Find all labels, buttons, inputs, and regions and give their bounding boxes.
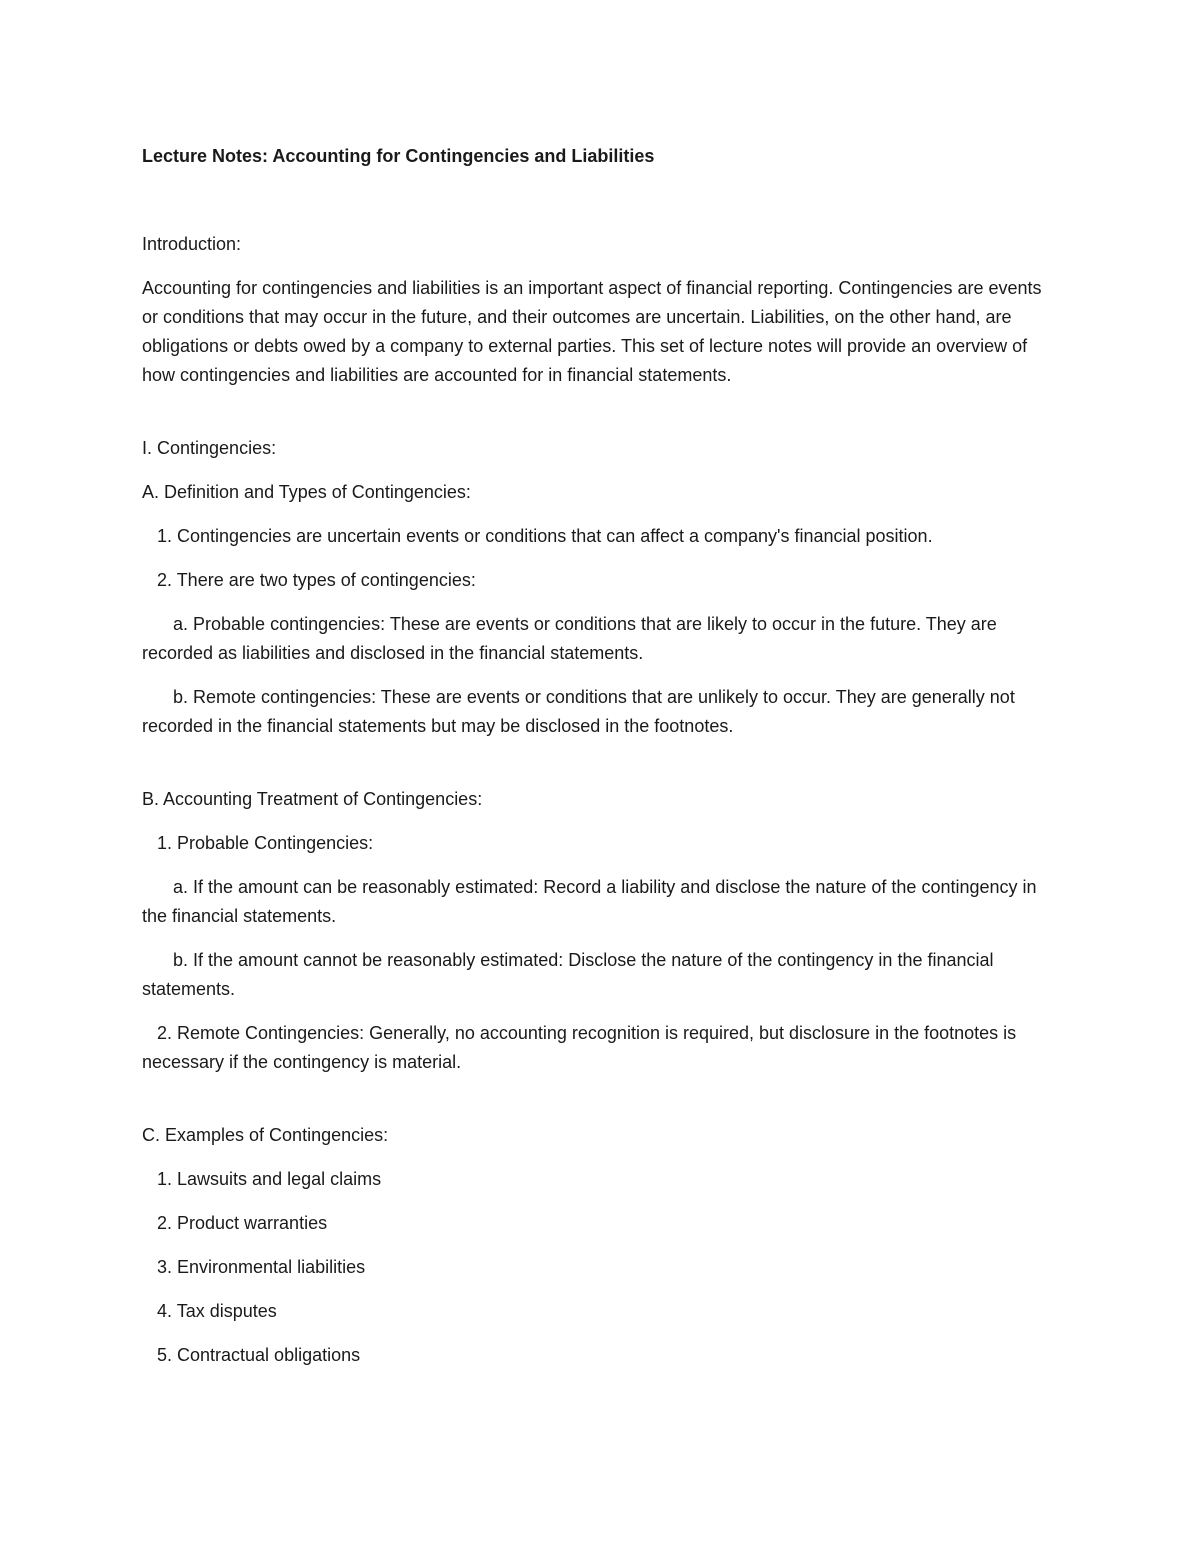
list-item: 2. Remote Contingencies: Generally, no accounting recognition is required, but disclosure in the footnotes is necessary if the contingency is material.: [142, 1023, 1017, 1072]
list-item: b. Remote contingencies: These are events or conditions that are unlikely to occur. They are generally not recorded in the financial statements but may be disclosed in the footnotes.: [142, 687, 1015, 736]
document-title: Lecture Notes: Accounting for Contingencies and Liabilities: [142, 146, 655, 166]
list-item: 2. Product warranties: [157, 1213, 328, 1233]
subsection-b-heading: B. Accounting Treatment of Contingencies:: [142, 789, 483, 809]
list-item: 1. Lawsuits and legal claims: [157, 1169, 382, 1189]
list-item: 1. Contingencies are uncertain events or conditions that can affect a company's financial position.: [157, 526, 933, 546]
intro-paragraph: Accounting for contingencies and liabilities is an important aspect of financial reporting. Contingencies are events or conditions that may occur in the future, and their outcomes are uncertain. Liabilities, on the other hand, are obligations or debts owed by a company to external parties. This set of lecture notes will provide an overview of how contingencies and liabilities are accounted for in financial statements.: [142, 278, 1042, 385]
subsection-a-heading: A. Definition and Types of Contingencies:: [142, 482, 471, 502]
list-item: 1. Probable Contingencies:: [157, 833, 374, 853]
subsection-c-heading: C. Examples of Contingencies:: [142, 1125, 389, 1145]
list-item: 2. There are two types of contingencies:: [157, 570, 476, 590]
list-item: b. If the amount cannot be reasonably estimated: Disclose the nature of the contingency in the financial statements.: [142, 950, 994, 999]
list-item: a. Probable contingencies: These are events or conditions that are likely to occur in the future. They are recorded as liabilities and disclosed in the financial statements.: [142, 614, 997, 663]
list-item: 4. Tax disputes: [157, 1301, 277, 1321]
list-item: 3. Environmental liabilities: [157, 1257, 366, 1277]
section-1-heading: I. Contingencies:: [142, 438, 277, 458]
document-body: [142, 142, 1057, 1370]
intro-heading: Introduction:: [142, 234, 242, 254]
list-item: a. If the amount can be reasonably estimated: Record a liability and disclose the nature of the contingency in the financial statements.: [142, 877, 1037, 926]
list-item: 5. Contractual obligations: [157, 1345, 361, 1365]
